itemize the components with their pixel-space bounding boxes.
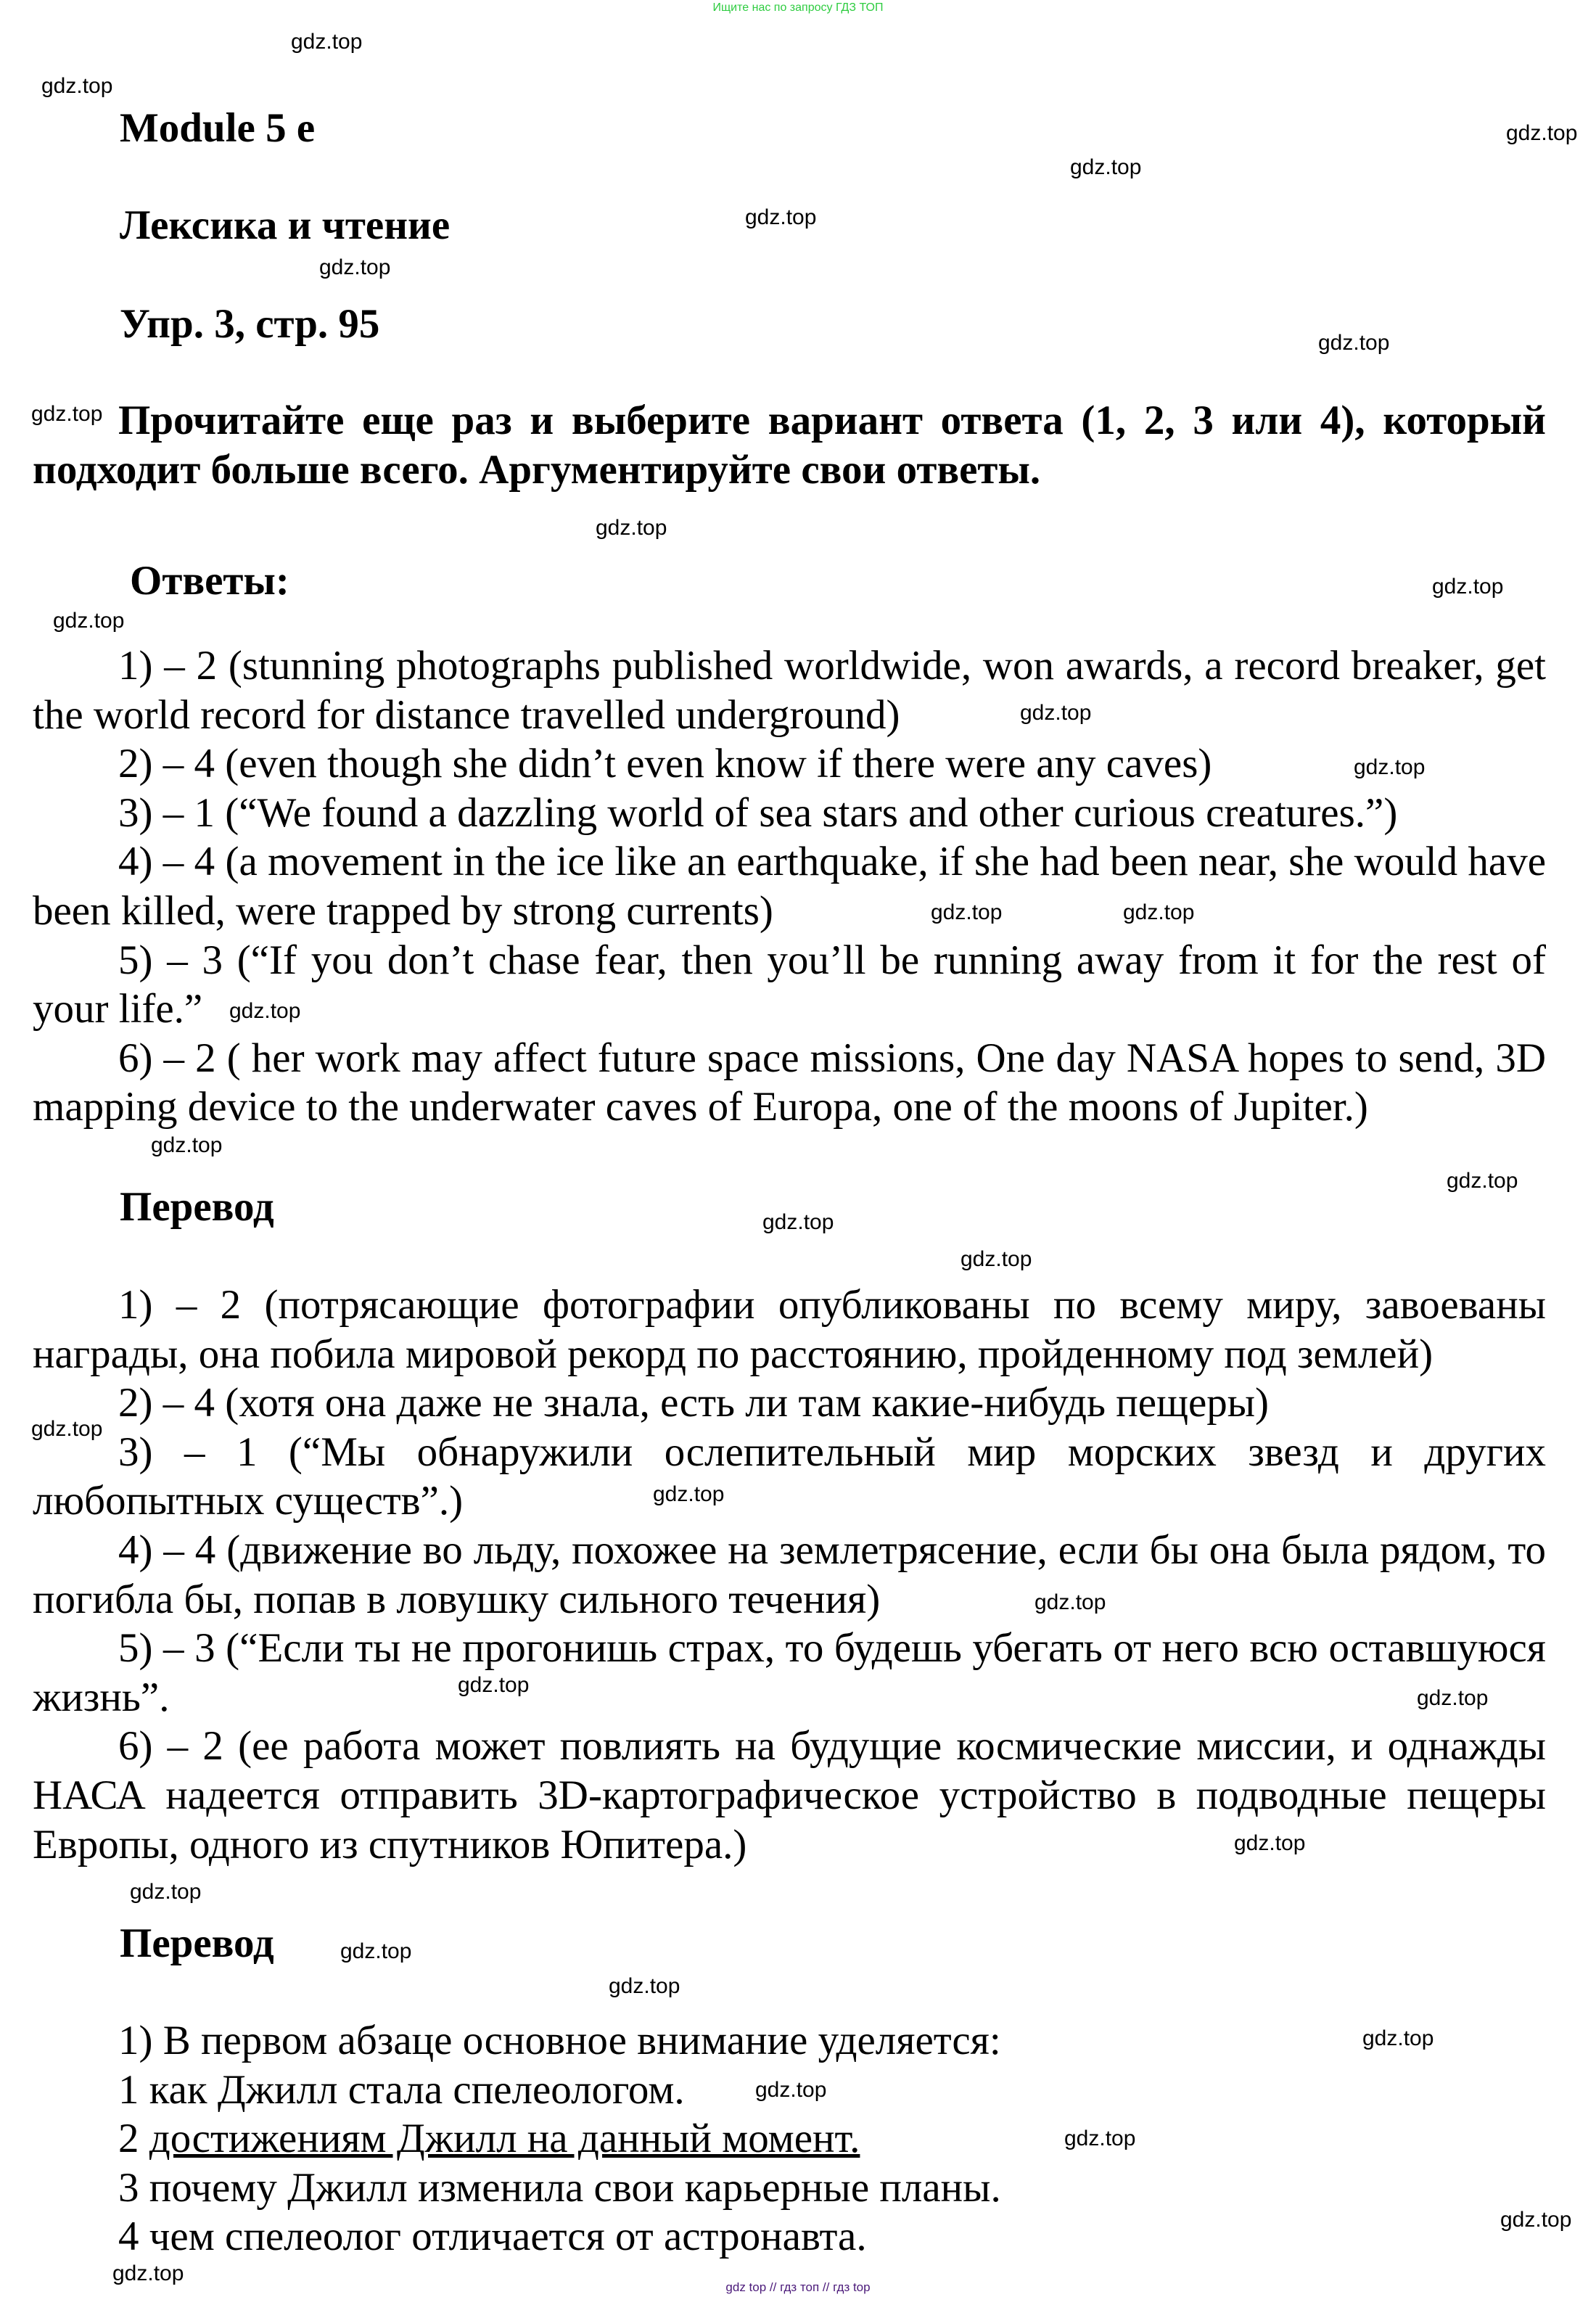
answer-item: 2) – 4 (even though she didn’t even know if there were any caves) xyxy=(118,741,1212,787)
watermark: gdz.top xyxy=(1064,2127,1136,2150)
translation-item: 5) – 3 (“Если ты не прогонишь страх, то будешь убегать от него всю оставшуюся жизнь”. xyxy=(33,1625,1546,1720)
watermark: gdz.top xyxy=(1123,900,1195,924)
watermark: gdz.top xyxy=(596,516,667,540)
answers-list xyxy=(33,641,1546,1132)
exercise-title: Упр. 3, стр. 95 xyxy=(120,301,380,347)
watermark: gdz.top xyxy=(130,1880,202,1904)
watermark: gdz.top xyxy=(319,255,391,279)
watermark: gdz.top xyxy=(931,900,1003,924)
option-2 xyxy=(118,2114,1001,2164)
watermark: gdz.top xyxy=(1417,1686,1489,1710)
question-stem: 1) В первом абзаце основное внимание уделяется: xyxy=(118,2018,1001,2063)
watermark: gdz.top xyxy=(53,609,125,633)
translation-title: Перевод xyxy=(120,1184,274,1230)
answer-item: 4) – 4 (a movement in the ice like an earthquake, if she had been near, she would have been killed, were trapped by strong currents) xyxy=(33,839,1546,934)
watermark: gdz.top xyxy=(609,1974,680,1998)
watermark: gdz.top xyxy=(653,1482,725,1506)
option-number: 2 xyxy=(118,2116,139,2162)
option-text: почему Джилл изменила свои карьерные планы. xyxy=(149,2164,1001,2211)
option-text: чем спелеолог отличается от астронавта. xyxy=(149,2214,867,2260)
translations-list xyxy=(33,1281,1546,1869)
watermark: gdz.top xyxy=(1020,701,1092,725)
watermark: gdz.top xyxy=(1354,755,1426,779)
watermark: gdz.top xyxy=(1234,1831,1306,1855)
watermark: gdz.top xyxy=(1034,1590,1106,1614)
option-3 xyxy=(118,2164,1001,2213)
watermark: gdz.top xyxy=(1070,155,1142,179)
watermark: gdz.top xyxy=(41,74,113,98)
watermark: gdz.top xyxy=(961,1247,1032,1271)
search-banner[interactable]: Ищите нас по запросу ГДЗ ТОП xyxy=(712,1,884,14)
watermark: gdz.top xyxy=(340,1939,412,1963)
watermark: gdz.top xyxy=(151,1133,223,1157)
option-number: 3 xyxy=(118,2164,139,2211)
watermark: gdz.top xyxy=(1500,2208,1572,2232)
translation-item: 3) – 1 (“Мы обнаружили ослепительный мир морских звезд и других любопытных существ”.) xyxy=(33,1429,1546,1524)
instruction-text: Прочитайте еще раз и выберите вариант ответа (1, 2, 3 или 4), который подходит больше всего. Аргументируйте свои ответы. xyxy=(33,398,1546,493)
option-4 xyxy=(118,2212,1001,2261)
instruction xyxy=(33,396,1546,494)
watermark: gdz.top xyxy=(745,205,817,229)
watermark: gdz.top xyxy=(31,402,103,426)
answer-item: 1) – 2 (stunning photographs published worldwide, won awards, a record breaker, get the world record for distance travelled underground) xyxy=(33,643,1546,738)
option-number: 1 xyxy=(118,2066,139,2113)
answer-item: 3) – 1 (“We found a dazzling world of sea stars and other curious creatures.”) xyxy=(118,789,1398,836)
translation-item: 1) – 2 (потрясающие фотографии опубликованы по всему миру, завоеваны награды, она побила мировой рекорд по расстоянию, пройденному под землей) xyxy=(33,1282,1546,1377)
watermark: gdz.top xyxy=(762,1210,834,1234)
module-title: Module 5 e xyxy=(120,105,316,151)
watermark: gdz.top xyxy=(1447,1169,1518,1193)
option-number: 4 xyxy=(118,2214,139,2260)
watermark: gdz.top xyxy=(755,2078,827,2102)
translation-item: 2) – 4 (хотя она даже не знала, есть ли там какие-нибудь пещеры) xyxy=(118,1380,1270,1426)
translation-item: 4) – 4 (движение во льду, похожее на землетрясение, если бы она была рядом, то погибла бы, попав в ловушку сильного течения) xyxy=(33,1526,1546,1622)
question-block xyxy=(118,2016,1001,2261)
footer-links[interactable]: gdz top // гдз топ // гдз top xyxy=(725,2280,871,2294)
translation-item: 6) – 2 (ее работа может повлиять на будущие космические миссии, и однажды НАСА надеется отправить 3D-картографическое устройство в подводные пещеры Европы, одного из спутников Юпитера.) xyxy=(33,1723,1546,1867)
watermark: gdz.top xyxy=(1362,2026,1434,2050)
watermark: gdz.top xyxy=(229,999,301,1023)
watermark: gdz.top xyxy=(1506,121,1578,145)
watermark: gdz.top xyxy=(31,1417,103,1441)
answer-item: 5) – 3 (“If you don’t chase fear, then you’ll be running away from it for the rest of your life.” xyxy=(33,937,1546,1032)
answers-title: Ответы: xyxy=(130,558,289,604)
section-title: Лексика и чтение xyxy=(120,202,451,248)
option-1 xyxy=(118,2066,1001,2115)
option-text: как Джилл стала спелеологом. xyxy=(149,2066,685,2113)
watermark: gdz.top xyxy=(1432,575,1504,599)
watermark: gdz.top xyxy=(112,2261,184,2285)
translation2-title: Перевод xyxy=(120,1920,274,1966)
watermark: gdz.top xyxy=(291,30,363,54)
option-text-selected: достижениям Джилл на данный момент. xyxy=(149,2116,860,2162)
answer-item: 6) – 2 ( her work may affect future space missions, One day NASA hopes to send, 3D mapping device to the underwater caves of Europa, one of the moons of Jupiter.) xyxy=(33,1035,1546,1130)
watermark: gdz.top xyxy=(458,1673,530,1697)
watermark: gdz.top xyxy=(1318,331,1390,355)
